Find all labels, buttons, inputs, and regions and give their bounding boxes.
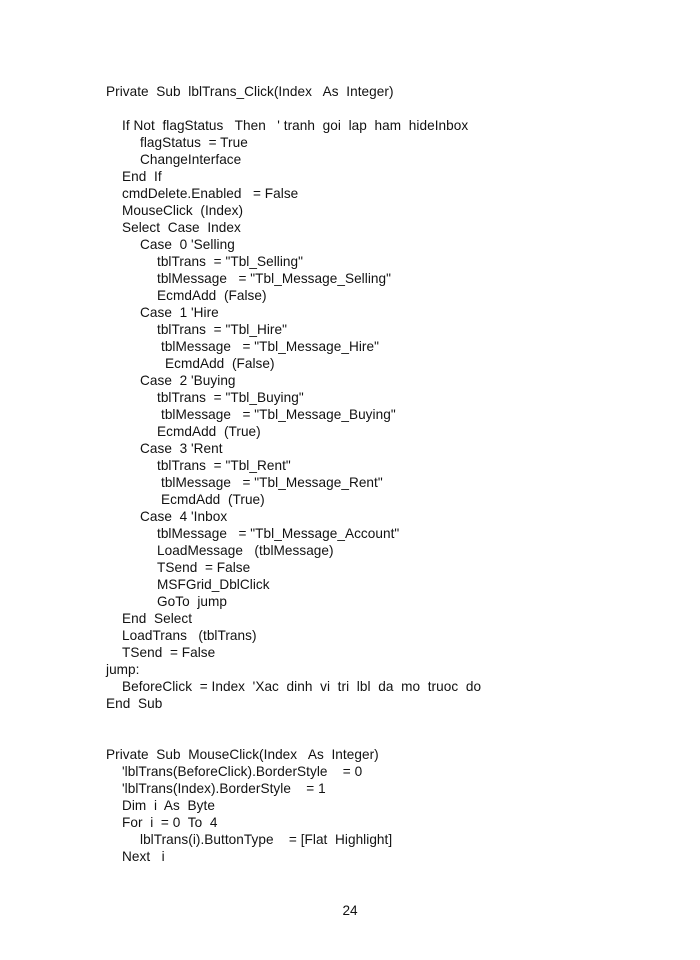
code-line: EcmdAdd (False): [157, 288, 267, 303]
code-line: If Not flagStatus Then ' tranh goi lap ham hideInbox: [122, 118, 469, 133]
code-line: BeforeClick = Index 'Xac dinh vi tri lbl da mo truoc do: [122, 679, 482, 694]
code-line: End Sub: [106, 696, 163, 711]
page-number: 24: [342, 903, 358, 918]
code-line: End Select: [122, 611, 193, 626]
code-line: Case 3 'Rent: [140, 441, 223, 456]
code-line: End If: [122, 169, 162, 184]
code-line: cmdDelete.Enabled = False: [122, 186, 299, 201]
code-line: TSend = False: [122, 645, 216, 660]
code-line: tblTrans = "Tbl_Buying": [157, 390, 304, 405]
code-line: LoadTrans (tblTrans): [122, 628, 257, 643]
code-line: ChangeInterface: [140, 152, 242, 167]
code-line: tblTrans = "Tbl_Selling": [157, 254, 304, 269]
code-line: tblTrans = "Tbl_Rent": [157, 458, 291, 473]
code-line: Next i: [122, 849, 165, 864]
code-line: Private Sub lblTrans_Click(Index As Integer): [106, 84, 394, 99]
code-line: Case 1 'Hire: [140, 305, 219, 320]
code-line: tblMessage = "Tbl_Message_Hire": [161, 339, 379, 354]
code-line: tblMessage = "Tbl_Message_Rent": [161, 475, 383, 490]
code-line: 'lblTrans(Index).BorderStyle = 1: [122, 781, 326, 796]
code-line: Dim i As Byte: [122, 798, 215, 813]
code-line: jump:: [106, 662, 140, 677]
code-line: Case 2 'Buying: [140, 373, 236, 388]
code-line: tblMessage = "Tbl_Message_Buying": [161, 407, 396, 422]
code-line: Case 0 'Selling: [140, 237, 235, 252]
code-line: 'lblTrans(BeforeClick).BorderStyle = 0: [122, 764, 363, 779]
code-line: Case 4 'Inbox: [140, 509, 228, 524]
code-line: MSFGrid_DblClick: [157, 577, 270, 592]
code-line: EcmdAdd (False): [165, 356, 275, 371]
code-line: Private Sub MouseClick(Index As Integer): [106, 747, 379, 762]
code-line: TSend = False: [157, 560, 251, 575]
code-line: EcmdAdd (True): [161, 492, 265, 507]
code-line: Select Case Index: [122, 220, 241, 235]
code-line: tblMessage = "Tbl_Message_Selling": [157, 271, 391, 286]
code-line: tblTrans = "Tbl_Hire": [157, 322, 287, 337]
code-line: LoadMessage (tblMessage): [157, 543, 334, 558]
code-line: tblMessage = "Tbl_Message_Account": [157, 526, 400, 541]
code-line: lblTrans(i).ButtonType = [Flat Highlight]: [140, 832, 393, 847]
code-line: MouseClick (Index): [122, 203, 244, 218]
code-line: EcmdAdd (True): [157, 424, 261, 439]
code-line: GoTo jump: [157, 594, 228, 609]
code-line: For i = 0 To 4: [122, 815, 218, 830]
code-line: flagStatus = True: [140, 135, 248, 150]
